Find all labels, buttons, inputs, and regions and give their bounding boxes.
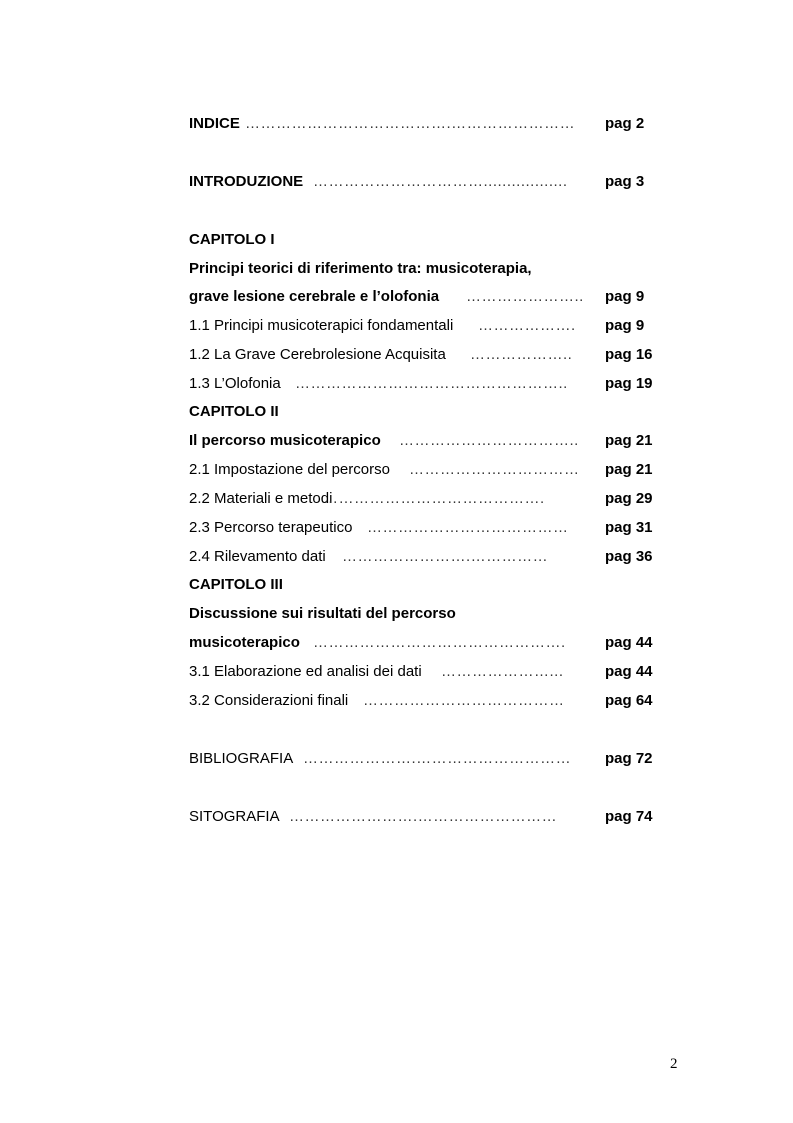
toc-page-ref: pag 29 xyxy=(605,490,653,507)
toc-entry-section[interactable] xyxy=(189,373,669,395)
chapter-title-line: Il percorso musicoterapico xyxy=(189,432,381,449)
toc-entry-section[interactable] xyxy=(189,517,669,539)
toc-page-ref: pag 44 xyxy=(605,634,653,651)
toc-leader-dots: …………………………………………. xyxy=(313,634,566,651)
toc-page-ref: pag 21 xyxy=(605,461,653,478)
toc-label: 1.1 Principi musicoterapici fondamentali xyxy=(189,317,454,334)
toc-label: SITOGRAFIA xyxy=(189,808,280,825)
toc-leader-dots: …………………………… xyxy=(409,461,580,478)
toc-page-ref: pag 9 xyxy=(605,288,645,305)
toc-leader-dots: ……………….. xyxy=(470,346,573,363)
toc-label: 2.3 Percorso terapeutico xyxy=(189,519,353,536)
toc-leader-dots: …………………………….. xyxy=(399,432,579,449)
toc-label: 2.2 Materiali e metodi xyxy=(189,490,333,507)
toc-page-ref: pag 72 xyxy=(605,750,653,767)
toc-leader-dots: ………………….………………………… xyxy=(303,750,572,767)
toc-page-ref: pag 74 xyxy=(605,808,653,825)
toc-label: INDICE xyxy=(189,115,240,132)
chapter-title-line: musicoterapico xyxy=(189,634,300,651)
page-number: 2 xyxy=(670,1056,678,1072)
toc-label: 1.3 L’Olofonia xyxy=(189,375,281,392)
chapter-heading xyxy=(189,229,669,251)
toc-leader-dots: …………………….……………………… xyxy=(289,808,558,825)
chapter-heading xyxy=(189,574,669,596)
toc-leader-dots: …………………………………………….. xyxy=(295,375,568,392)
toc-entry-section[interactable] xyxy=(189,459,669,481)
toc-page-ref: pag 19 xyxy=(605,375,653,392)
toc-label: 2.4 Rilevamento dati xyxy=(189,548,326,565)
toc-leader-dots: ………………….. xyxy=(466,288,584,305)
toc-entry-indice[interactable] xyxy=(189,113,669,135)
toc-entry-section[interactable] xyxy=(189,546,669,568)
toc-page-ref: pag 64 xyxy=(605,692,653,709)
chapter-title-line: grave lesione cerebrale e l’olofonia xyxy=(189,288,440,305)
chapter-title-line: Discussione sui risultati del percorso xyxy=(189,605,456,622)
toc-leader-dots: …………………….…………… xyxy=(342,548,549,565)
toc-entry-section[interactable] xyxy=(189,344,669,366)
chapter-heading-label: CAPITOLO I xyxy=(189,231,275,248)
toc-label: 2.1 Impostazione del percorso xyxy=(189,461,390,478)
chapter-heading xyxy=(189,401,669,423)
toc-entry-section[interactable] xyxy=(189,488,669,510)
toc-page-ref: pag 44 xyxy=(605,663,653,680)
toc-leader-dots: ………………………………… xyxy=(363,692,565,709)
toc-page-ref: pag 2 xyxy=(605,115,645,132)
toc-page-ref: pag 21 xyxy=(605,432,653,449)
chapter-title xyxy=(189,258,669,280)
chapter-heading-label: CAPITOLO III xyxy=(189,576,283,593)
toc-label: 3.1 Elaborazione ed analisi dei dati xyxy=(189,663,422,680)
toc-entry-section[interactable] xyxy=(189,661,669,683)
toc-entry-section[interactable] xyxy=(189,690,669,712)
toc-label: 1.2 La Grave Cerebrolesione Acquisita xyxy=(189,346,446,363)
toc-page-ref: pag 31 xyxy=(605,519,653,536)
toc-leader-dots: ………………………………… xyxy=(367,519,569,536)
toc-page-ref: pag 36 xyxy=(605,548,653,565)
toc-leader-dots: ………………………………….…………………… xyxy=(245,115,576,132)
toc-leader-dots: …………………... xyxy=(441,663,564,680)
toc-label: BIBLIOGRAFIA xyxy=(189,750,294,767)
toc-leader-dots: ……………………………………. xyxy=(323,490,545,507)
toc-entry-bibliografia[interactable] xyxy=(189,748,669,770)
toc-page-ref: pag 9 xyxy=(605,317,645,334)
chapter-title-line: Principi teorici di riferimento tra: musicoterapia, xyxy=(189,260,532,277)
chapter-heading-label: CAPITOLO II xyxy=(189,403,279,420)
toc-entry-introduzione[interactable] xyxy=(189,171,669,193)
toc-entry-sitografia[interactable] xyxy=(189,806,669,828)
toc-label: 3.2 Considerazioni finali xyxy=(189,692,349,709)
toc-page-ref: pag 16 xyxy=(605,346,653,363)
toc-leader-dots: ………………. xyxy=(478,317,576,334)
toc-entry-section[interactable] xyxy=(189,315,669,337)
toc-entry-chapter-3[interactable] xyxy=(189,632,669,654)
toc-entry-chapter-1[interactable] xyxy=(189,286,669,308)
toc-entry-chapter-2[interactable] xyxy=(189,430,669,452)
toc-label: INTRODUZIONE xyxy=(189,173,304,190)
toc-leader-dots: …………………………….................. xyxy=(313,173,568,190)
toc-page-ref: pag 3 xyxy=(605,173,645,190)
chapter-title xyxy=(189,603,669,625)
